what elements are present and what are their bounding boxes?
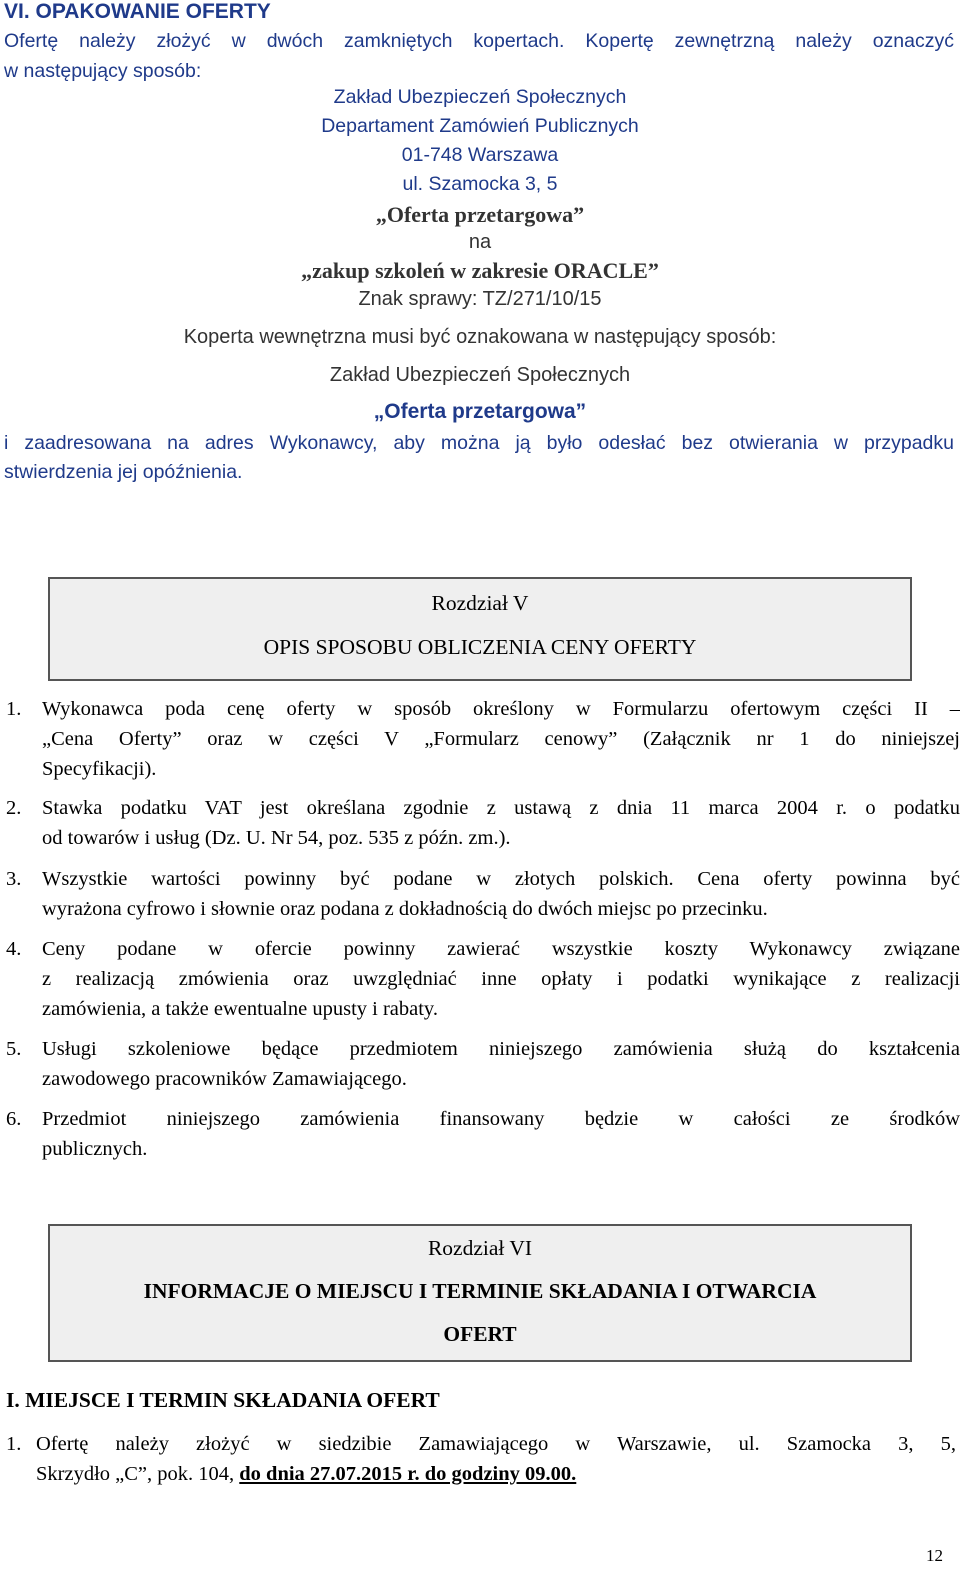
section-heading: VI. OPAKOWANIE OFERTY bbox=[4, 0, 271, 23]
outer-subject: „zakup szkoleń w zakresie ORACLE” bbox=[301, 258, 659, 283]
address-line-1: i zaadresowana na adres Wykonawcy, aby można ją było odesłać bez otwierania w przypadku bbox=[4, 432, 954, 454]
intro-line-1: Ofertę należy złożyć w dwóch zamkniętych kopertach. Kopertę zewnętrzną należy oznaczyć bbox=[4, 30, 954, 52]
outer-envelope-line-3: 01-748 Warszawa bbox=[401, 144, 559, 166]
inner-envelope-line-1: Zakład Ubezpieczeń Społecznych bbox=[329, 364, 631, 386]
deadline: do dnia 27.07.2015 r. do godziny 09.00. bbox=[239, 1463, 577, 1485]
case-number: Znak sprawy: TZ/271/10/15 bbox=[358, 288, 602, 310]
inner-envelope-intro: Koperta wewnętrzna musi być oznakowana w następujący sposób: bbox=[183, 326, 777, 348]
chapter-vi-title-line-1: INFORMACJE O MIEJSCU I TERMINIE SKŁADANIA I OTWARCIA bbox=[143, 1279, 817, 1303]
inner-offer-title: „Oferta przetargowa” bbox=[373, 400, 587, 423]
outer-envelope-line-4: ul. Szamocka 3, 5 bbox=[402, 173, 558, 195]
chapter-vi-box bbox=[48, 1224, 912, 1362]
page-number: 12 bbox=[926, 1546, 943, 1565]
chapter-v-box bbox=[48, 577, 912, 681]
outer-envelope-line-1: Zakład Ubezpieczeń Społecznych bbox=[333, 86, 627, 108]
outer-envelope-line-2: Departament Zamówień Publicznych bbox=[321, 115, 639, 137]
outer-offer-title: „Oferta przetargowa” bbox=[375, 202, 585, 227]
outer-na: na bbox=[468, 231, 492, 253]
chapter-vi-label: Rozdział VI bbox=[427, 1236, 533, 1260]
intro-line-2: w następujący sposób: bbox=[4, 60, 202, 82]
chapter-v-label: Rozdział V bbox=[431, 591, 529, 615]
chapter-v-title: OPIS SPOSOBU OBLICZENIA CENY OFERTY bbox=[263, 635, 697, 659]
chapter-vi-title-line-2: OFERT bbox=[443, 1322, 517, 1346]
subsection-heading: I. MIEJSCE I TERMIN SKŁADANIA OFERT bbox=[6, 1388, 440, 1412]
address-line-2: stwierdzenia jej opóźnienia. bbox=[4, 461, 243, 483]
